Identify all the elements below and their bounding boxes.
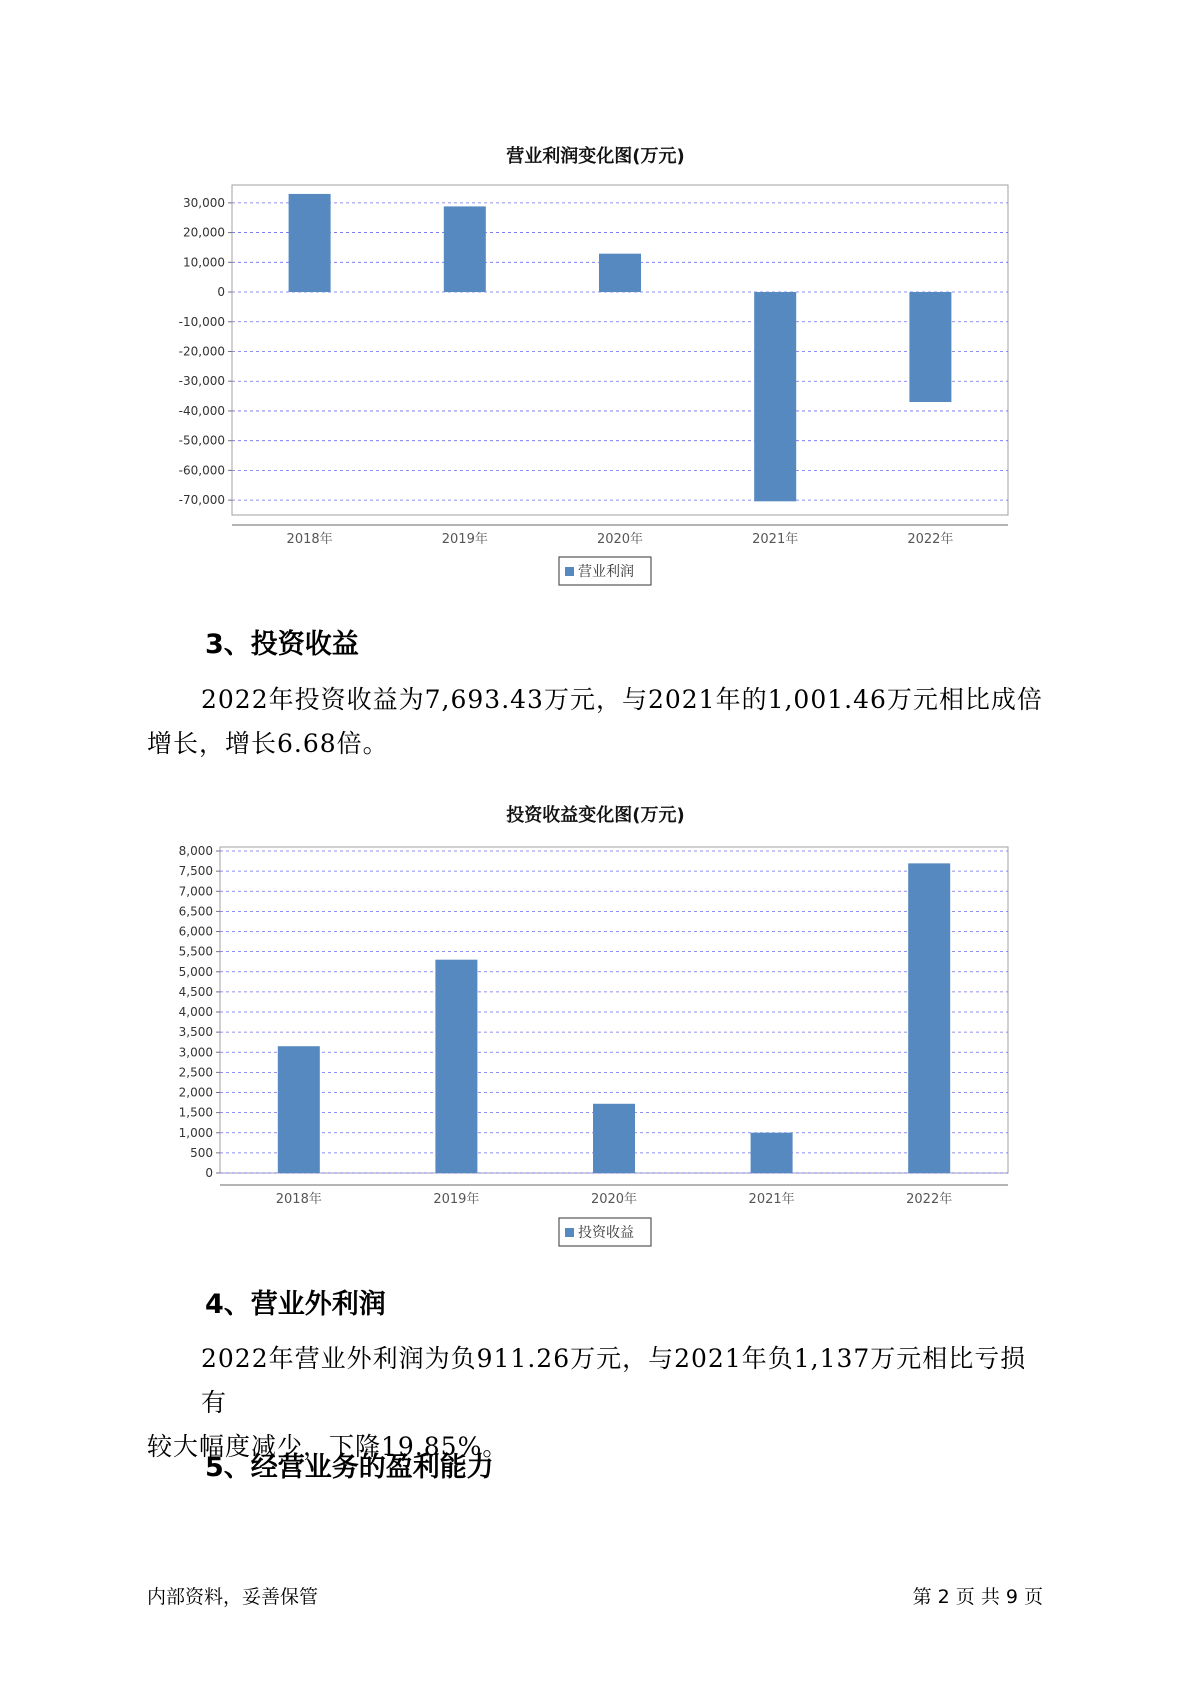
- y-tick-label: 4,500: [178, 984, 213, 999]
- y-tick-label: 7,500: [178, 864, 213, 879]
- y-tick-label: 1,500: [178, 1105, 213, 1120]
- y-tick-label: 30,000: [183, 195, 225, 210]
- section-3-heading: 3、投资收益: [205, 629, 359, 660]
- y-tick-label: 2,000: [178, 1085, 213, 1100]
- section-4-heading: 4、营业外利润: [205, 1289, 386, 1320]
- x-tick-label: 2020年: [596, 532, 644, 547]
- bar-2019年: [444, 206, 486, 292]
- x-tick-label: 2021年: [748, 1192, 795, 1207]
- y-tick-label: 7,000: [178, 884, 213, 899]
- chart-2-title: 投资收益变化图(万元): [506, 805, 685, 826]
- operating-profit-chart: [0, 160, 1191, 610]
- section-4-line-1: 2022年营业外利润为负911.26万元，与2021年负1,137万元相比亏损有: [201, 1344, 1027, 1417]
- bar-2022年: [909, 292, 951, 402]
- plot-area: [232, 185, 1008, 515]
- bar-2021年: [751, 1133, 793, 1173]
- x-tick-label: 2022年: [906, 1192, 953, 1207]
- y-tick-label: 4,000: [178, 1005, 213, 1020]
- x-tick-label: 2022年: [907, 532, 954, 547]
- x-tick-label: 2019年: [441, 532, 488, 547]
- y-tick-label: 0: [217, 285, 225, 300]
- y-tick-label: -40,000: [178, 403, 225, 418]
- y-tick-label: 500: [190, 1145, 213, 1160]
- y-tick-label: 5,500: [178, 944, 213, 959]
- x-tick-label: 2018年: [286, 532, 333, 547]
- y-tick-label: 20,000: [183, 225, 225, 240]
- y-tick-label: 6,000: [178, 924, 213, 939]
- legend-label: 营业利润: [578, 564, 634, 580]
- x-tick-label: 2020年: [590, 1192, 638, 1207]
- section-3-paragraph: [147, 678, 1047, 766]
- section-3-line-2: 增长，增长6.68倍。: [147, 729, 389, 758]
- y-tick-label: 3,500: [178, 1025, 213, 1040]
- y-tick-label: 3,000: [178, 1045, 213, 1060]
- bar-2018年: [278, 1046, 320, 1173]
- section-3-line-1: 2022年投资收益为7,693.43万元，与2021年的1,001.46万元相比成倍: [201, 685, 1043, 714]
- y-tick-label: 10,000: [183, 255, 225, 270]
- y-tick-label: 1,000: [178, 1125, 213, 1140]
- investment-income-chart: [0, 820, 1191, 1270]
- y-tick-label: 2,500: [178, 1065, 213, 1080]
- y-tick-label: -30,000: [178, 374, 225, 389]
- bar-2020年: [599, 254, 641, 292]
- bar-2019年: [435, 960, 477, 1173]
- y-tick-label: 8,000: [178, 844, 213, 859]
- y-tick-label: -60,000: [178, 463, 225, 478]
- y-tick-label: 6,500: [178, 904, 213, 919]
- y-tick-label: -50,000: [178, 433, 225, 448]
- legend-swatch: [565, 567, 574, 576]
- y-tick-label: -10,000: [178, 314, 225, 329]
- bar-2022年: [908, 863, 950, 1173]
- x-tick-label: 2018年: [275, 1192, 322, 1207]
- bar-2021年: [754, 292, 796, 501]
- legend-label: 投资收益: [578, 1225, 634, 1241]
- y-tick-label: -70,000: [178, 493, 225, 508]
- x-tick-label: 2019年: [433, 1192, 480, 1207]
- x-tick-label: 2021年: [752, 532, 799, 547]
- y-tick-label: -20,000: [178, 344, 225, 359]
- section-4-line-2: 较大幅度减少，下降19.85%。: [147, 1432, 509, 1461]
- chart-1-title: 营业利润变化图(万元): [506, 146, 685, 167]
- bar-2018年: [289, 194, 331, 292]
- y-tick-label: 5,000: [178, 964, 213, 979]
- section-5-heading: 5、经营业务的盈利能力: [205, 1452, 494, 1483]
- footer-page-number: 第 2 页 共 9 页: [912, 1586, 1043, 1608]
- legend-swatch: [565, 1228, 574, 1237]
- footer-left: 内部资料，妥善保管: [147, 1586, 319, 1608]
- y-tick-label: 0: [205, 1166, 213, 1180]
- bar-2020年: [593, 1104, 635, 1173]
